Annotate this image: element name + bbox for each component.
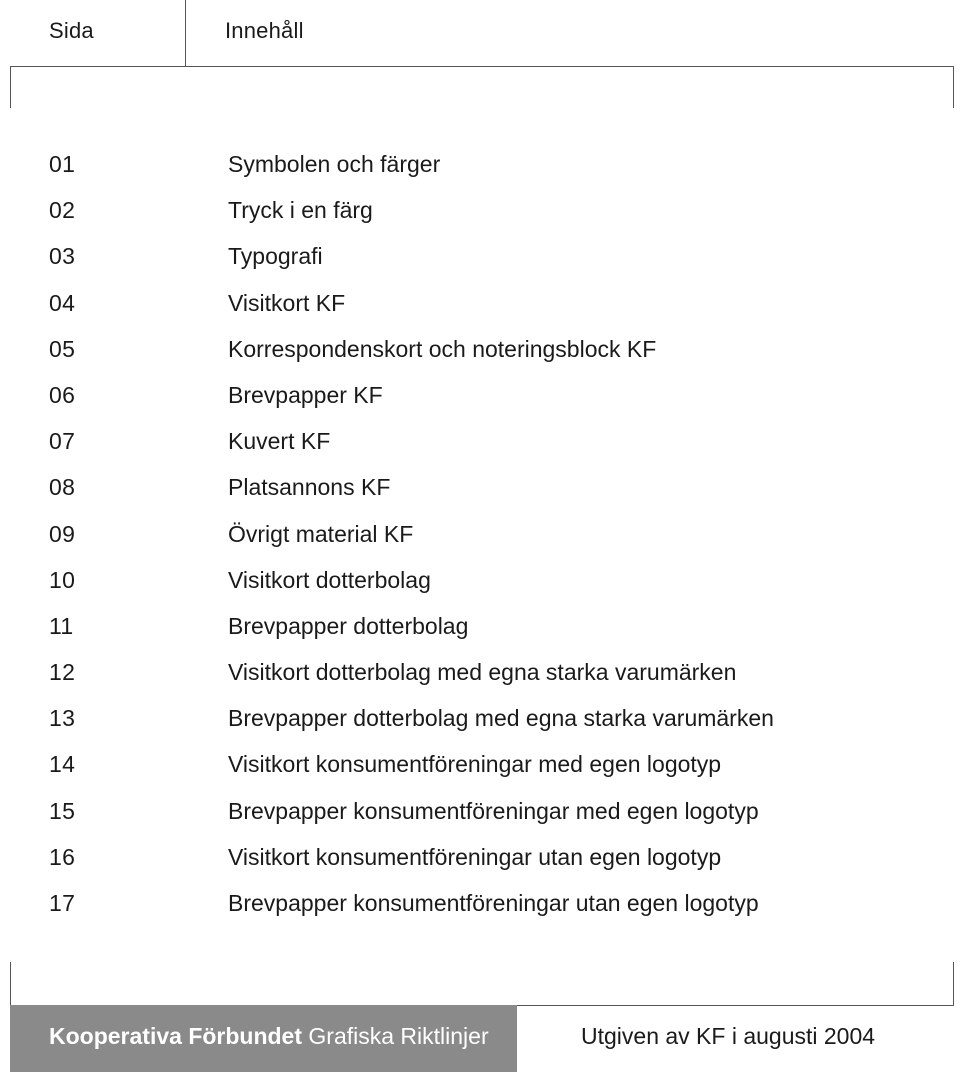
header-rule: [10, 66, 954, 67]
toc-entry: [0, 559, 960, 605]
toc-page-number: 10: [49, 566, 76, 593]
toc-entry-title: Brevpapper konsumentföreningar utan egen logotyp: [228, 890, 759, 916]
toc-page-number: 02: [49, 197, 76, 224]
footer-brand-name: Kooperativa Förbundet: [49, 1023, 303, 1049]
toc-entry: [0, 836, 960, 882]
toc-page-number: 14: [49, 751, 76, 778]
toc-entry: [0, 790, 960, 836]
toc-entry: [0, 697, 960, 743]
toc-entry: [0, 374, 960, 420]
toc-page-number: 12: [49, 659, 76, 686]
toc-entry: [0, 882, 960, 928]
toc-entry: [0, 143, 960, 189]
toc-page-number: 03: [49, 243, 76, 270]
footer-brand-subtitle: Grafiska Riktlinjer: [308, 1023, 489, 1049]
toc-entry: [0, 605, 960, 651]
toc-page-number: 04: [49, 289, 76, 316]
toc-page-number: 06: [49, 381, 76, 408]
toc-entry-title: Brevpapper dotterbolag med egna starka varumärken: [228, 705, 774, 732]
toc-entry-title: Tryck i en färg: [228, 197, 373, 224]
toc-entry: [0, 189, 960, 235]
header-left-tick: [10, 66, 11, 108]
toc-entry-title: Brevpapper konsumentföreningar med egen logotyp: [228, 797, 759, 824]
toc-entry-title: Symbolen och färger: [228, 151, 441, 177]
toc-page-number: 09: [49, 520, 76, 547]
content-column-heading: Innehåll: [225, 18, 304, 43]
toc-entry: [0, 282, 960, 328]
toc-entry-title: Visitkort dotterbolag: [228, 566, 431, 593]
toc-entry-title: Brevpapper dotterbolag: [228, 612, 469, 639]
table-of-contents: [0, 143, 960, 928]
footer-publication-note: Utgiven av KF i augusti 2004: [581, 1023, 876, 1049]
toc-page-number: 15: [49, 797, 76, 824]
toc-page-number: 08: [49, 474, 76, 501]
toc-entry: [0, 466, 960, 512]
toc-page-number: 11: [49, 612, 74, 639]
toc-entry: [0, 651, 960, 697]
toc-entry-title: Platsannons KF: [228, 474, 391, 501]
toc-entry-title: Visitkort dotterbolag med egna starka varumärken: [228, 659, 737, 686]
toc-entry: [0, 513, 960, 559]
toc-entry: [0, 743, 960, 789]
toc-page-number: 07: [49, 428, 76, 455]
toc-entry: [0, 328, 960, 374]
toc-entry-title: Brevpapper KF: [228, 381, 383, 408]
toc-entry-title: Kuvert KF: [228, 428, 331, 455]
footer-left-tick: [10, 962, 11, 1005]
header-column-divider: [185, 0, 186, 66]
toc-entry-title: Typografi: [228, 243, 323, 270]
toc-entry-title: Visitkort konsumentföreningar utan egen logotyp: [228, 843, 722, 870]
header-right-tick: [953, 66, 954, 108]
toc-entry: [0, 420, 960, 466]
toc-entry: [0, 235, 960, 281]
toc-page-number: 05: [49, 335, 76, 362]
toc-page-number: 17: [49, 890, 76, 916]
page-column-heading: Sida: [49, 18, 94, 43]
toc-page-number: 01: [49, 151, 76, 177]
toc-entry-title: Visitkort KF: [228, 289, 346, 316]
toc-page-number: 16: [49, 843, 76, 870]
footer-brand: [49, 1023, 489, 1050]
toc-entry-title: Övrigt material KF: [228, 520, 414, 547]
toc-entry-title: Korrespondenskort och noteringsblock KF: [228, 335, 657, 362]
toc-page-number: 13: [49, 705, 76, 732]
toc-entry-title: Visitkort konsumentföreningar med egen logotyp: [228, 751, 722, 778]
footer-right-tick: [953, 962, 954, 1005]
